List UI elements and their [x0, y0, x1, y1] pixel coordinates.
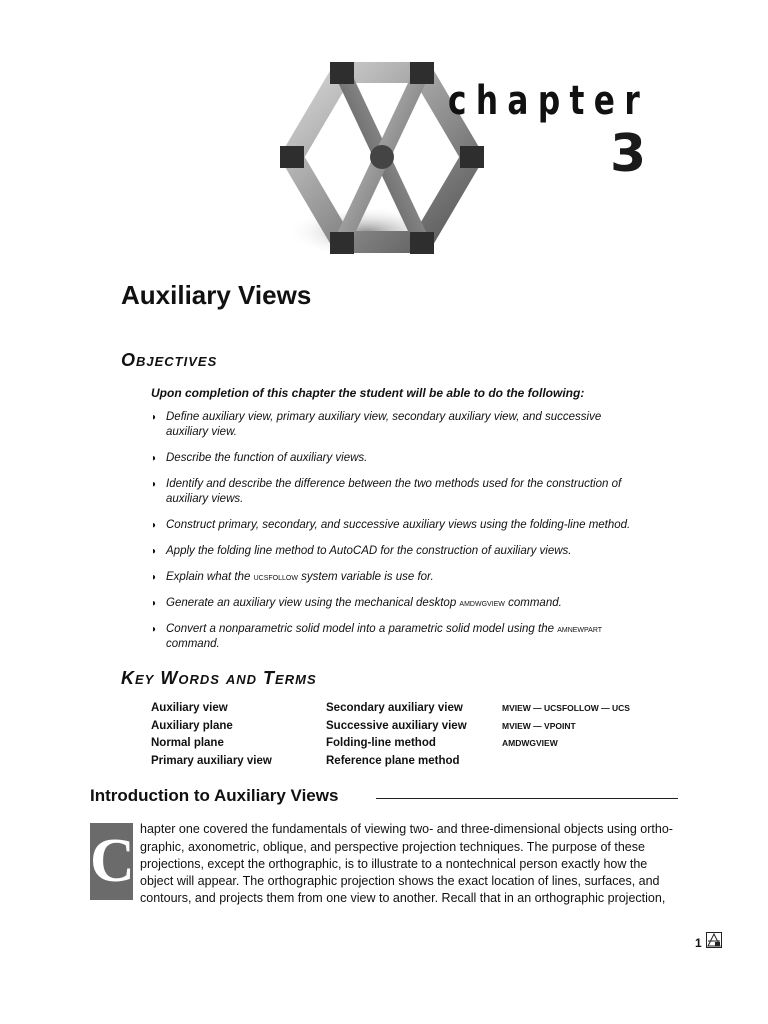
- chapter-number: 3: [610, 124, 647, 184]
- paragraph-line: object will appear. The orthographic projection shows the exact location of lines, surfaces, and: [140, 874, 660, 888]
- bullet-icon: ◗: [151, 546, 158, 557]
- objectives-intro: Upon completion of this chapter the student will be able to do the following:: [151, 386, 585, 400]
- list-item: ◗ Define auxiliary view, primary auxiliary view, secondary auxiliary view, and successive auxiliary view.: [151, 411, 602, 438]
- bullet-icon: ◗: [151, 453, 158, 464]
- objectives-heading: Objectives: [121, 350, 218, 370]
- keyword-command: AMDWGVIEW: [502, 738, 558, 748]
- keyword-term: Secondary auxiliary view: [326, 702, 463, 714]
- keyword-term: Auxiliary plane: [151, 719, 233, 732]
- bullet-icon: ◗: [151, 624, 158, 635]
- keyword-term: Folding-line method: [326, 737, 436, 749]
- drop-cap: C: [90, 823, 133, 900]
- chapter-label: chapter: [448, 78, 650, 124]
- keyword-term: Auxiliary view: [151, 702, 228, 714]
- bullet-icon: ◗: [151, 412, 158, 423]
- keyword-term: Successive auxiliary view: [326, 719, 467, 732]
- objectives-list: [151, 410, 671, 663]
- keywords-column-2: [326, 700, 467, 770]
- list-item: ◗ Construct primary, secondary, and successive auxiliary views using the folding-line method.: [151, 519, 631, 531]
- paragraph-line: graphic, axonometric, oblique, and perspective projection techniques. The purpose of these: [140, 840, 645, 854]
- publisher-logo-icon: [706, 932, 722, 948]
- heading-rule: [376, 798, 678, 799]
- list-item: ◗ Identify and describe the difference between the two methods used for the construction of auxiliary views.: [151, 478, 622, 505]
- section-heading-introduction: Introduction to Auxiliary Views: [90, 786, 339, 805]
- list-item: ◗ Explain what the ucsfollow system variable is use for.: [151, 571, 434, 583]
- list-item: ◗ Describe the function of auxiliary views.: [151, 452, 368, 464]
- list-item: ◗ Generate an auxiliary view using the mechanical desktop amdwgview command.: [151, 597, 562, 609]
- list-item: ◗ Convert a nonparametric solid model into a parametric solid model using the amnewpart command.: [151, 623, 603, 650]
- bullet-icon: ◗: [151, 572, 158, 583]
- bullet-icon: ◗: [151, 520, 158, 531]
- chapter-title: Auxiliary Views: [121, 280, 312, 310]
- keywords-column-1: [151, 700, 272, 770]
- keyword-command: MVIEW — UCSFOLLOW — UCS: [502, 703, 630, 713]
- keywords-heading: Key Words and Terms: [121, 668, 317, 688]
- page-number: 1: [695, 936, 702, 950]
- paragraph-line: hapter one covered the fundamentals of viewing two- and three-dimensional objects using ortho-: [140, 822, 673, 836]
- bullet-icon: ◗: [151, 479, 158, 490]
- keyword-term: Reference plane method: [326, 754, 460, 767]
- paragraph-line: contours, and projects them from one view to another. Recall that in an orthographic projection,: [140, 891, 666, 905]
- keywords-column-3: [502, 700, 630, 753]
- bullet-icon: ◗: [151, 598, 158, 609]
- keyword-command: MVIEW — VPOINT: [502, 720, 576, 731]
- keyword-term: Primary auxiliary view: [151, 754, 272, 767]
- paragraph-line: projections, except the orthographic, is to illustrate to a nontechnical person exactly how the: [140, 857, 648, 871]
- keyword-term: Normal plane: [151, 737, 224, 749]
- list-item: ◗ Apply the folding line method to AutoCAD for the construction of auxiliary views.: [151, 545, 572, 557]
